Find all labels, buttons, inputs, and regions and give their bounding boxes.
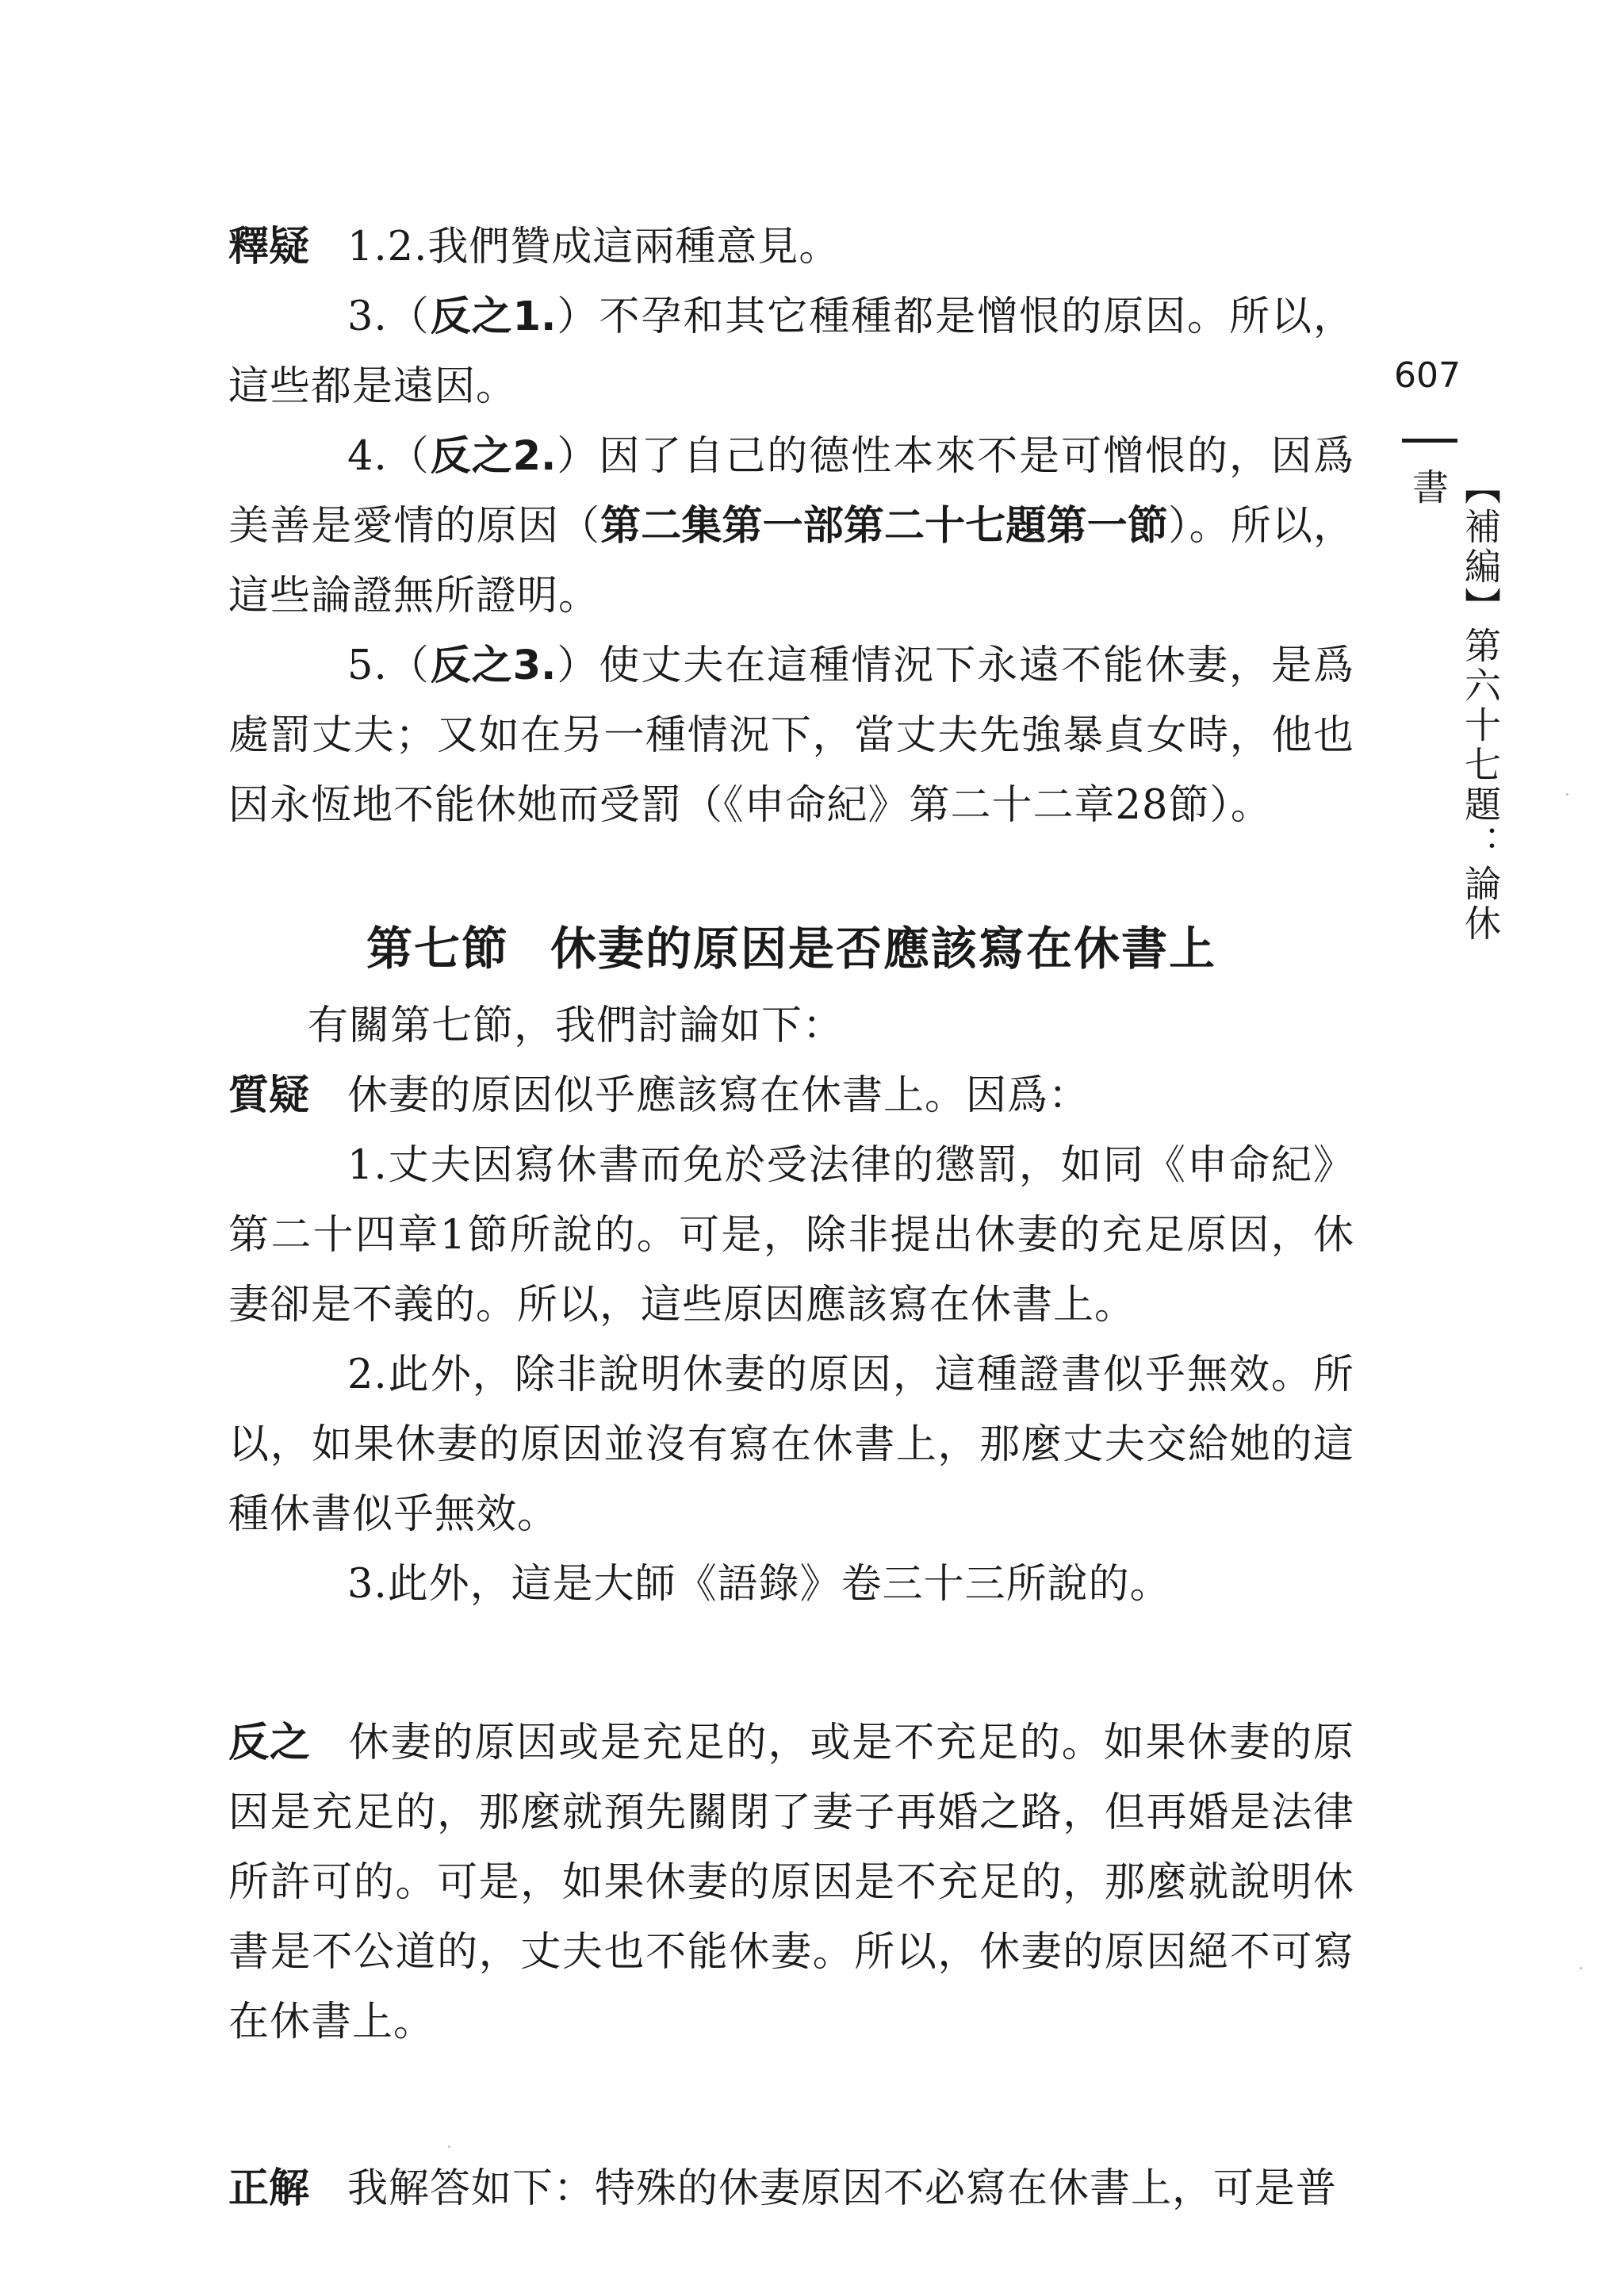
- reply-4-open: 4.（: [347, 433, 431, 480]
- section-intro: 有關第七節，我們討論如下：: [308, 1003, 845, 1049]
- objection-2: 2.此外，除非說明休妻的原因，這種證書似乎無效。所以，如果休妻的原因並沒有寫在休書上，那麼丈夫交給她的這種休書似乎無效。: [228, 1352, 1354, 1538]
- answer-paragraph: [228, 2154, 1354, 2224]
- scan-speck: [1566, 793, 1568, 796]
- section-number: 第七節: [366, 922, 509, 976]
- scan-speck: [448, 2145, 450, 2148]
- section-heading: [228, 914, 1354, 984]
- reply-5-text: ）使丈夫在這種情況下永遠不能休妻，是爲處罰丈夫；又如在另一種情況下，當丈夫先強暴貞女時，他也因永恆地不能休她而受罰（《申命紀》第二十二章28節）。: [228, 642, 1354, 829]
- reply-4-text-end: ）。所以，這些論證無所證明。: [228, 503, 1354, 619]
- reply-4-citation: 第二集第一部第二十七題第一節: [600, 503, 1168, 550]
- reply-text-1: 1.2.我們贊成這兩種意見。: [347, 224, 841, 270]
- page-number: 607: [1394, 355, 1461, 396]
- contra-text: 休妻的原因或是充足的，或是不充足的。如果休妻的原因是充足的，那麼就預先關閉了妻子再婚之路，但再婚是法律所許可的。可是，如果休妻的原因是不充足的，那麼就說明休書是不公道的，丈夫也不能休妻。所以，休妻的原因絕不可寫在休書上。: [228, 1720, 1354, 2046]
- contra-paragraph: [228, 1708, 1354, 2057]
- answer-text: 我解答如下：特殊的休妻原因不必寫在休書上，可是普: [347, 2165, 1338, 2212]
- reply-4-text: ）因了自己的德性本來不是可憎恨的，因爲美善是愛情的原因（: [228, 433, 1354, 550]
- reply-3-ref: 反之1.: [430, 293, 557, 340]
- main-text-column: [228, 213, 1354, 2224]
- objections-text: 休妻的原因似乎應該寫在休書上。因爲：: [347, 1072, 1090, 1119]
- objection-3: 3.此外，這是大師《語錄》卷三十三所說的。: [347, 1561, 1171, 1608]
- reply-3-open: 3.（: [347, 293, 431, 340]
- contra-label: 反之: [228, 1720, 311, 1766]
- reply-paragraph-4: [228, 422, 1354, 631]
- reply-paragraph-1: [228, 213, 1354, 282]
- scan-speck: [1580, 1967, 1582, 1969]
- reply-paragraph-3: [228, 282, 1354, 422]
- reply-5-ref: 反之3.: [430, 642, 557, 689]
- reply-paragraph-5: [228, 631, 1354, 841]
- objections-label: 質疑: [228, 1072, 310, 1119]
- header-rule: [1402, 439, 1457, 443]
- reply-label: 釋疑: [228, 224, 310, 270]
- objection-1: 1.丈夫因寫休書而免於受法律的懲罰，如同《申命紀》第二十四章1節所說的。可是，除非提出休妻的充足原因，休妻卻是不義的。所以，這些原因應該寫在休書上。: [228, 1142, 1354, 1329]
- objections-paragraph: [228, 1061, 1354, 1131]
- section-title: 休妻的原因是否應該寫在休書上: [550, 922, 1217, 976]
- reply-4-ref: 反之2.: [430, 433, 557, 480]
- answer-label: 正解: [228, 2165, 310, 2212]
- reply-5-open: 5.（: [347, 642, 431, 689]
- running-head: 【補編】第六十七題：論休書: [1407, 468, 1502, 944]
- reply-3-text: ）不孕和其它種種都是憎恨的原因。所以，這些都是遠因。: [228, 293, 1354, 410]
